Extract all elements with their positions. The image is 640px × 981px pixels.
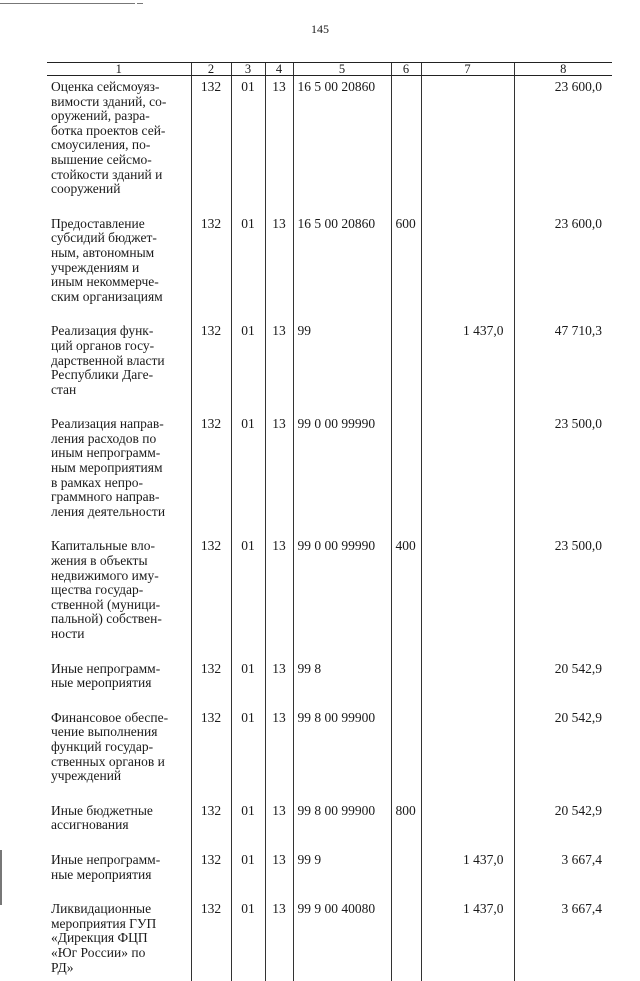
column-header: 4 [265, 63, 293, 76]
table-row [47, 413, 612, 535]
row-code-5: 99 9 00 40080 [293, 898, 391, 981]
table-row [47, 849, 612, 898]
row-code-6 [391, 320, 421, 413]
row-code-3: 01 [231, 800, 265, 849]
row-amount-8: 23 600,0 [514, 76, 612, 213]
row-name: Реализация функ- ций органов госу- дарственной власти Республики Даге- стан [47, 320, 191, 413]
row-code-4: 13 [265, 76, 293, 213]
row-code-3: 01 [231, 76, 265, 213]
row-name: Иные непрограмм- ные мероприятия [47, 849, 191, 898]
row-code-6 [391, 413, 421, 535]
row-code-4: 13 [265, 658, 293, 707]
row-code-3: 01 [231, 213, 265, 321]
row-amount-7 [421, 213, 514, 321]
row-amount-7 [421, 413, 514, 535]
row-code-2: 132 [191, 898, 231, 981]
row-amount-7: 1 437,0 [421, 320, 514, 413]
row-code-6 [391, 76, 421, 213]
row-amount-7: 1 437,0 [421, 849, 514, 898]
row-code-5: 16 5 00 20860 [293, 76, 391, 213]
row-code-2: 132 [191, 76, 231, 213]
row-name: Иные бюджетные ассигнования [47, 800, 191, 849]
row-code-2: 132 [191, 849, 231, 898]
row-code-4: 13 [265, 898, 293, 981]
row-code-5: 99 9 [293, 849, 391, 898]
column-header: 2 [191, 63, 231, 76]
row-name: Капитальные вло- жения в объекты недвижимого иму- щества государ- ственной (муници- пальной) собствен- ности [47, 535, 191, 657]
row-amount-8: 3 667,4 [514, 898, 612, 981]
row-amount-8: 47 710,3 [514, 320, 612, 413]
row-code-6 [391, 849, 421, 898]
row-amount-8: 20 542,9 [514, 707, 612, 800]
row-code-3: 01 [231, 707, 265, 800]
row-code-4: 13 [265, 849, 293, 898]
column-header: 5 [293, 63, 391, 76]
row-amount-8: 23 500,0 [514, 413, 612, 535]
row-name: Финансовое обеспе- чение выполнения функций государ- ственных органов и учреждений [47, 707, 191, 800]
row-code-3: 01 [231, 849, 265, 898]
row-amount-7 [421, 535, 514, 657]
row-code-3: 01 [231, 413, 265, 535]
row-code-2: 132 [191, 320, 231, 413]
row-code-4: 13 [265, 707, 293, 800]
row-code-6: 800 [391, 800, 421, 849]
row-code-3: 01 [231, 898, 265, 981]
row-amount-7 [421, 707, 514, 800]
row-code-4: 13 [265, 320, 293, 413]
row-code-5: 99 8 00 99900 [293, 707, 391, 800]
column-header: 3 [231, 63, 265, 76]
column-header: 8 [514, 63, 612, 76]
scan-artifact-top-tick [137, 3, 143, 4]
row-name: Реализация направ- ления расходов по иным непрограмм- ным мероприятиям в рамках непро- граммного направ- ления деятельности [47, 413, 191, 535]
table-row [47, 707, 612, 800]
page-number: 145 [0, 22, 640, 37]
row-code-4: 13 [265, 535, 293, 657]
row-code-6 [391, 707, 421, 800]
scan-artifact-left-edge [0, 850, 2, 905]
row-code-2: 132 [191, 413, 231, 535]
row-amount-7 [421, 658, 514, 707]
table-row [47, 320, 612, 413]
row-code-5: 16 5 00 20860 [293, 213, 391, 321]
row-amount-7 [421, 800, 514, 849]
budget-table [47, 62, 612, 981]
row-code-6: 400 [391, 535, 421, 657]
row-code-5: 99 0 00 99990 [293, 413, 391, 535]
row-code-6 [391, 658, 421, 707]
row-code-4: 13 [265, 213, 293, 321]
row-name: Ликвидационные мероприятия ГУП «Дирекция ФЦП «Юг России» по РД» [47, 898, 191, 981]
row-code-3: 01 [231, 658, 265, 707]
row-amount-8: 20 542,9 [514, 800, 612, 849]
table-row [47, 535, 612, 657]
row-code-6 [391, 898, 421, 981]
row-name: Предоставление субсидий бюджет- ным, автономным учреждениям и иным некоммерче- ским организациям [47, 213, 191, 321]
row-code-5: 99 [293, 320, 391, 413]
column-header: 6 [391, 63, 421, 76]
row-code-3: 01 [231, 535, 265, 657]
row-name: Иные непрограмм- ные мероприятия [47, 658, 191, 707]
row-code-2: 132 [191, 213, 231, 321]
column-header: 1 [47, 63, 191, 76]
table-row [47, 800, 612, 849]
table-row [47, 213, 612, 321]
row-code-4: 13 [265, 800, 293, 849]
row-amount-7: 1 437,0 [421, 898, 514, 981]
row-amount-8: 20 542,9 [514, 658, 612, 707]
row-code-2: 132 [191, 707, 231, 800]
table-row [47, 898, 612, 981]
row-amount-7 [421, 76, 514, 213]
table-header-row [47, 63, 612, 76]
row-code-2: 132 [191, 535, 231, 657]
row-amount-8: 23 500,0 [514, 535, 612, 657]
row-code-5: 99 8 00 99900 [293, 800, 391, 849]
row-name: Оценка сейсмоуяз- вимости зданий, со- oружений, разра- ботка проектов сей- смоусиления, по- вышение сейсмо- стойкости зданий и сооружений [47, 76, 191, 213]
column-header: 7 [421, 63, 514, 76]
row-amount-8: 23 600,0 [514, 213, 612, 321]
row-code-4: 13 [265, 413, 293, 535]
row-code-2: 132 [191, 800, 231, 849]
row-code-2: 132 [191, 658, 231, 707]
table-body [47, 76, 612, 981]
row-code-5: 99 0 00 99990 [293, 535, 391, 657]
table-row [47, 658, 612, 707]
row-code-6: 600 [391, 213, 421, 321]
table-row [47, 76, 612, 213]
row-amount-8: 3 667,4 [514, 849, 612, 898]
row-code-5: 99 8 [293, 658, 391, 707]
row-code-3: 01 [231, 320, 265, 413]
scan-artifact-top-line [0, 3, 135, 4]
